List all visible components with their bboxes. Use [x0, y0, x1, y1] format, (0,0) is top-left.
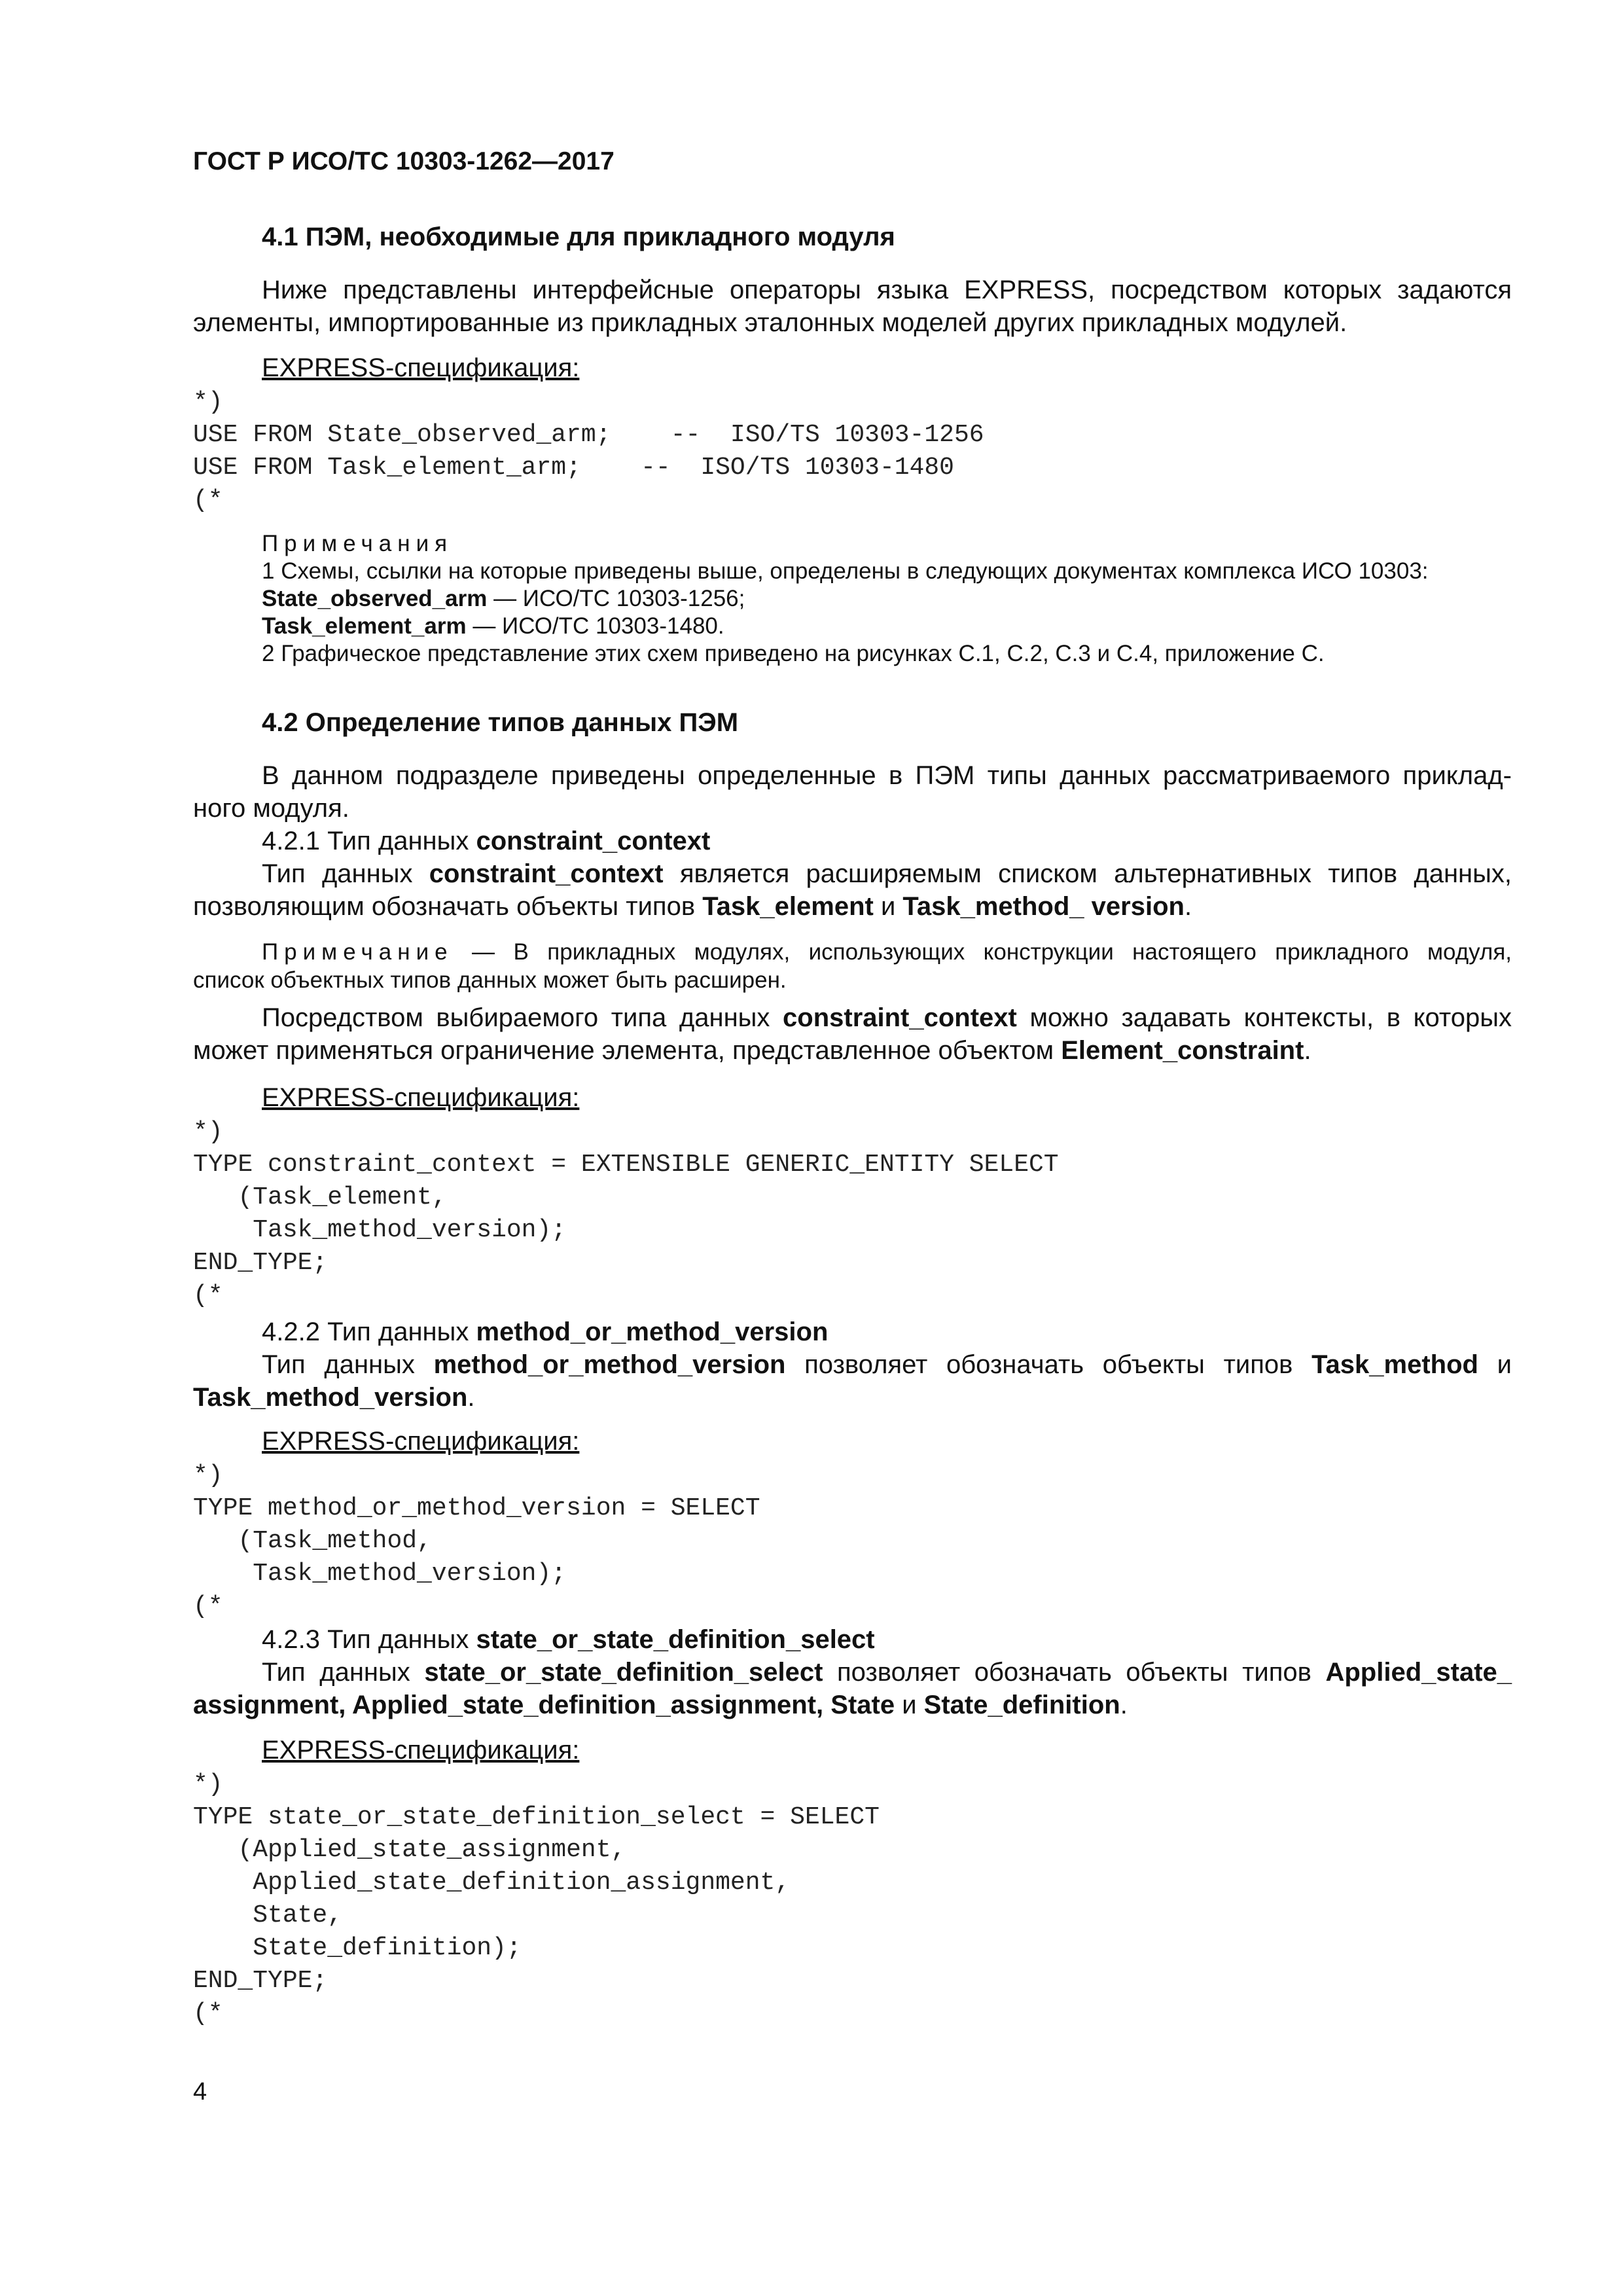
s421-express-label: EXPRESS-спецификация: — [262, 1083, 580, 1112]
s421-heading — [262, 825, 710, 857]
s41-note-ref2-doc: — ИСО/ТС 10303-1480. — [466, 613, 724, 639]
s421-p2b: constraint_context — [783, 1003, 1017, 1032]
s41-express-label: EXPRESS-спецификация: — [262, 353, 580, 382]
s421-note — [193, 938, 1512, 994]
s421-p2a: Посредством выбираемого типа данных — [262, 1003, 783, 1032]
s421-p2c: можно задавать контексты, в которых — [1016, 1003, 1512, 1032]
s41-note-ref1-name: State_observed_arm — [262, 586, 488, 611]
s421-heading-type: constraint_context — [476, 827, 711, 855]
s422-express-label: EXPRESS-спецификация: — [262, 1427, 580, 1456]
s422-heading-prefix: 4.2.2 Тип данных — [262, 1318, 476, 1346]
s423-heading-type: state_or_state_definition_select — [476, 1625, 875, 1654]
s421-d2a: позволяющим обозначать объекты типов — [193, 892, 703, 921]
s423-d1a: Тип данных — [262, 1658, 425, 1687]
s422-d1b: method_or_method_version — [433, 1350, 786, 1379]
s41-code-block: *) USE FROM State_observed_arm; -- ISO/TS 10303-1256 USE FROM Task_element_arm; -- ISO/TS 10303-1480 (* — [193, 388, 984, 514]
s423-heading — [262, 1623, 875, 1656]
s421-desc-line1 — [262, 857, 1512, 890]
s421-note-text1: В прикладных модулях, использующих конструкции настоящего прикладного модуля, — [513, 939, 1512, 965]
s41-notes-title: Примечания — [262, 531, 454, 556]
s422-d1d: Task_method — [1311, 1350, 1478, 1379]
s423-d2d: . — [1120, 1691, 1128, 1719]
s423-d1c: позволяет обозначать объекты типов — [823, 1658, 1326, 1687]
s422-d2b: . — [467, 1383, 475, 1412]
s41-note-ref2 — [262, 613, 1512, 640]
s422-desc-line2 — [193, 1381, 475, 1414]
s422-desc-line1 — [262, 1348, 1512, 1381]
document-header: ГОСТ Р ИСО/ТС 10303-1262—2017 — [193, 147, 615, 175]
s423-code-block: *) TYPE state_or_state_definition_select = SELECT (Applied_state_assignment, Applied_state_definition_assignment, State, State_definition); END_TYPE; (* — [193, 1770, 880, 2028]
s423-d1b: state_or_state_definition_select — [424, 1658, 823, 1687]
s421-d1a: Тип данных — [262, 859, 429, 888]
s422-d1a: Тип данных — [262, 1350, 434, 1379]
s423-d2a: assignment, Applied_state_definition_assignment, State — [193, 1691, 895, 1719]
s421-p2l2a: может применяться ограничение элемента, представленное объектом — [193, 1036, 1061, 1065]
s423-d2b: и — [895, 1691, 924, 1719]
s422-d1e: и — [1478, 1350, 1512, 1379]
s422-d2a: Task_method_version — [193, 1383, 468, 1412]
s421-para2-line2 — [193, 1034, 1311, 1067]
s421-note-line2: список объектных типов данных может быть расширен. — [193, 967, 787, 993]
s422-code-block: *) TYPE method_or_method_version = SELECT (Task_method, Task_method_version); (* — [193, 1462, 760, 1621]
s423-desc-line1 — [262, 1656, 1512, 1689]
section-4-1-title: 4.1 ПЭМ, необходимые для прикладного модуля — [262, 223, 895, 251]
s42-intro-line2: ного модуля. — [193, 794, 349, 823]
s421-d2b: Task_element — [702, 892, 874, 921]
s421-d2d: Task_method_ version — [902, 892, 1185, 921]
section-4-2-title: 4.2 Определение типов данных ПЭМ — [262, 708, 739, 737]
s421-d2c: и — [873, 892, 903, 921]
s423-d2c: State_definition — [923, 1691, 1120, 1719]
s421-p2l2b: Element_constraint — [1061, 1036, 1304, 1065]
page-number: 4 — [193, 2078, 207, 2106]
s421-p2l2c: . — [1304, 1036, 1311, 1065]
s423-desc-line2 — [193, 1689, 1128, 1721]
s421-heading-prefix: 4.2.1 Тип данных — [262, 827, 476, 855]
s421-desc-line2 — [193, 890, 1192, 923]
s41-note-ref1 — [262, 585, 1512, 613]
s423-d1d: Applied_state_ — [1325, 1658, 1512, 1687]
s422-d1c: позволяет обозначать объекты типов — [785, 1350, 1312, 1379]
s41-note-ref2-name: Task_element_arm — [262, 613, 467, 639]
s41-note-1: 1 Схемы, ссылки на которые приведены выше, определены в следующих документах комплекса ИСО 10303: — [262, 558, 1429, 584]
s41-intro-line1: Ниже представлены интерфейсные операторы языка EXPRESS, посредством которых задаются — [262, 276, 1512, 304]
s41-notes — [262, 530, 1512, 668]
s421-para2-line1 — [262, 1001, 1512, 1034]
s423-heading-prefix: 4.2.3 Тип данных — [262, 1625, 476, 1654]
s423-express-label: EXPRESS-спецификация: — [262, 1736, 580, 1765]
s421-code-block: *) TYPE constraint_context = EXTENSIBLE GENERIC_ENTITY SELECT (Task_element, Task_method_version); END_TYPE; (* — [193, 1118, 1059, 1310]
s422-heading-type: method_or_method_version — [476, 1318, 829, 1346]
s41-note-ref1-doc: — ИСО/ТС 10303-1256; — [487, 586, 745, 611]
s422-heading — [262, 1316, 828, 1348]
s421-d2e: . — [1184, 892, 1192, 921]
s41-note-2: 2 Графическое представление этих схем приведено на рисунках C.1, C.2, C.3 и C.4, приложение С. — [262, 641, 1325, 666]
s421-note-dash: — — [453, 939, 514, 965]
s421-d1c: является расширяемым списком альтернативных типов данных, — [663, 859, 1512, 888]
s421-d1b: constraint_context — [429, 859, 664, 888]
s41-intro-line2: элементы, импортированные из прикладных эталонных моделей других прикладных модулей. — [193, 308, 1347, 337]
s42-intro-line1: В данном подразделе приведены определенные в ПЭМ типы данных рассматриваемого приклад- — [262, 761, 1512, 790]
s421-note-label: Примечание — [262, 939, 454, 965]
s421-note-line1 — [193, 938, 1512, 966]
